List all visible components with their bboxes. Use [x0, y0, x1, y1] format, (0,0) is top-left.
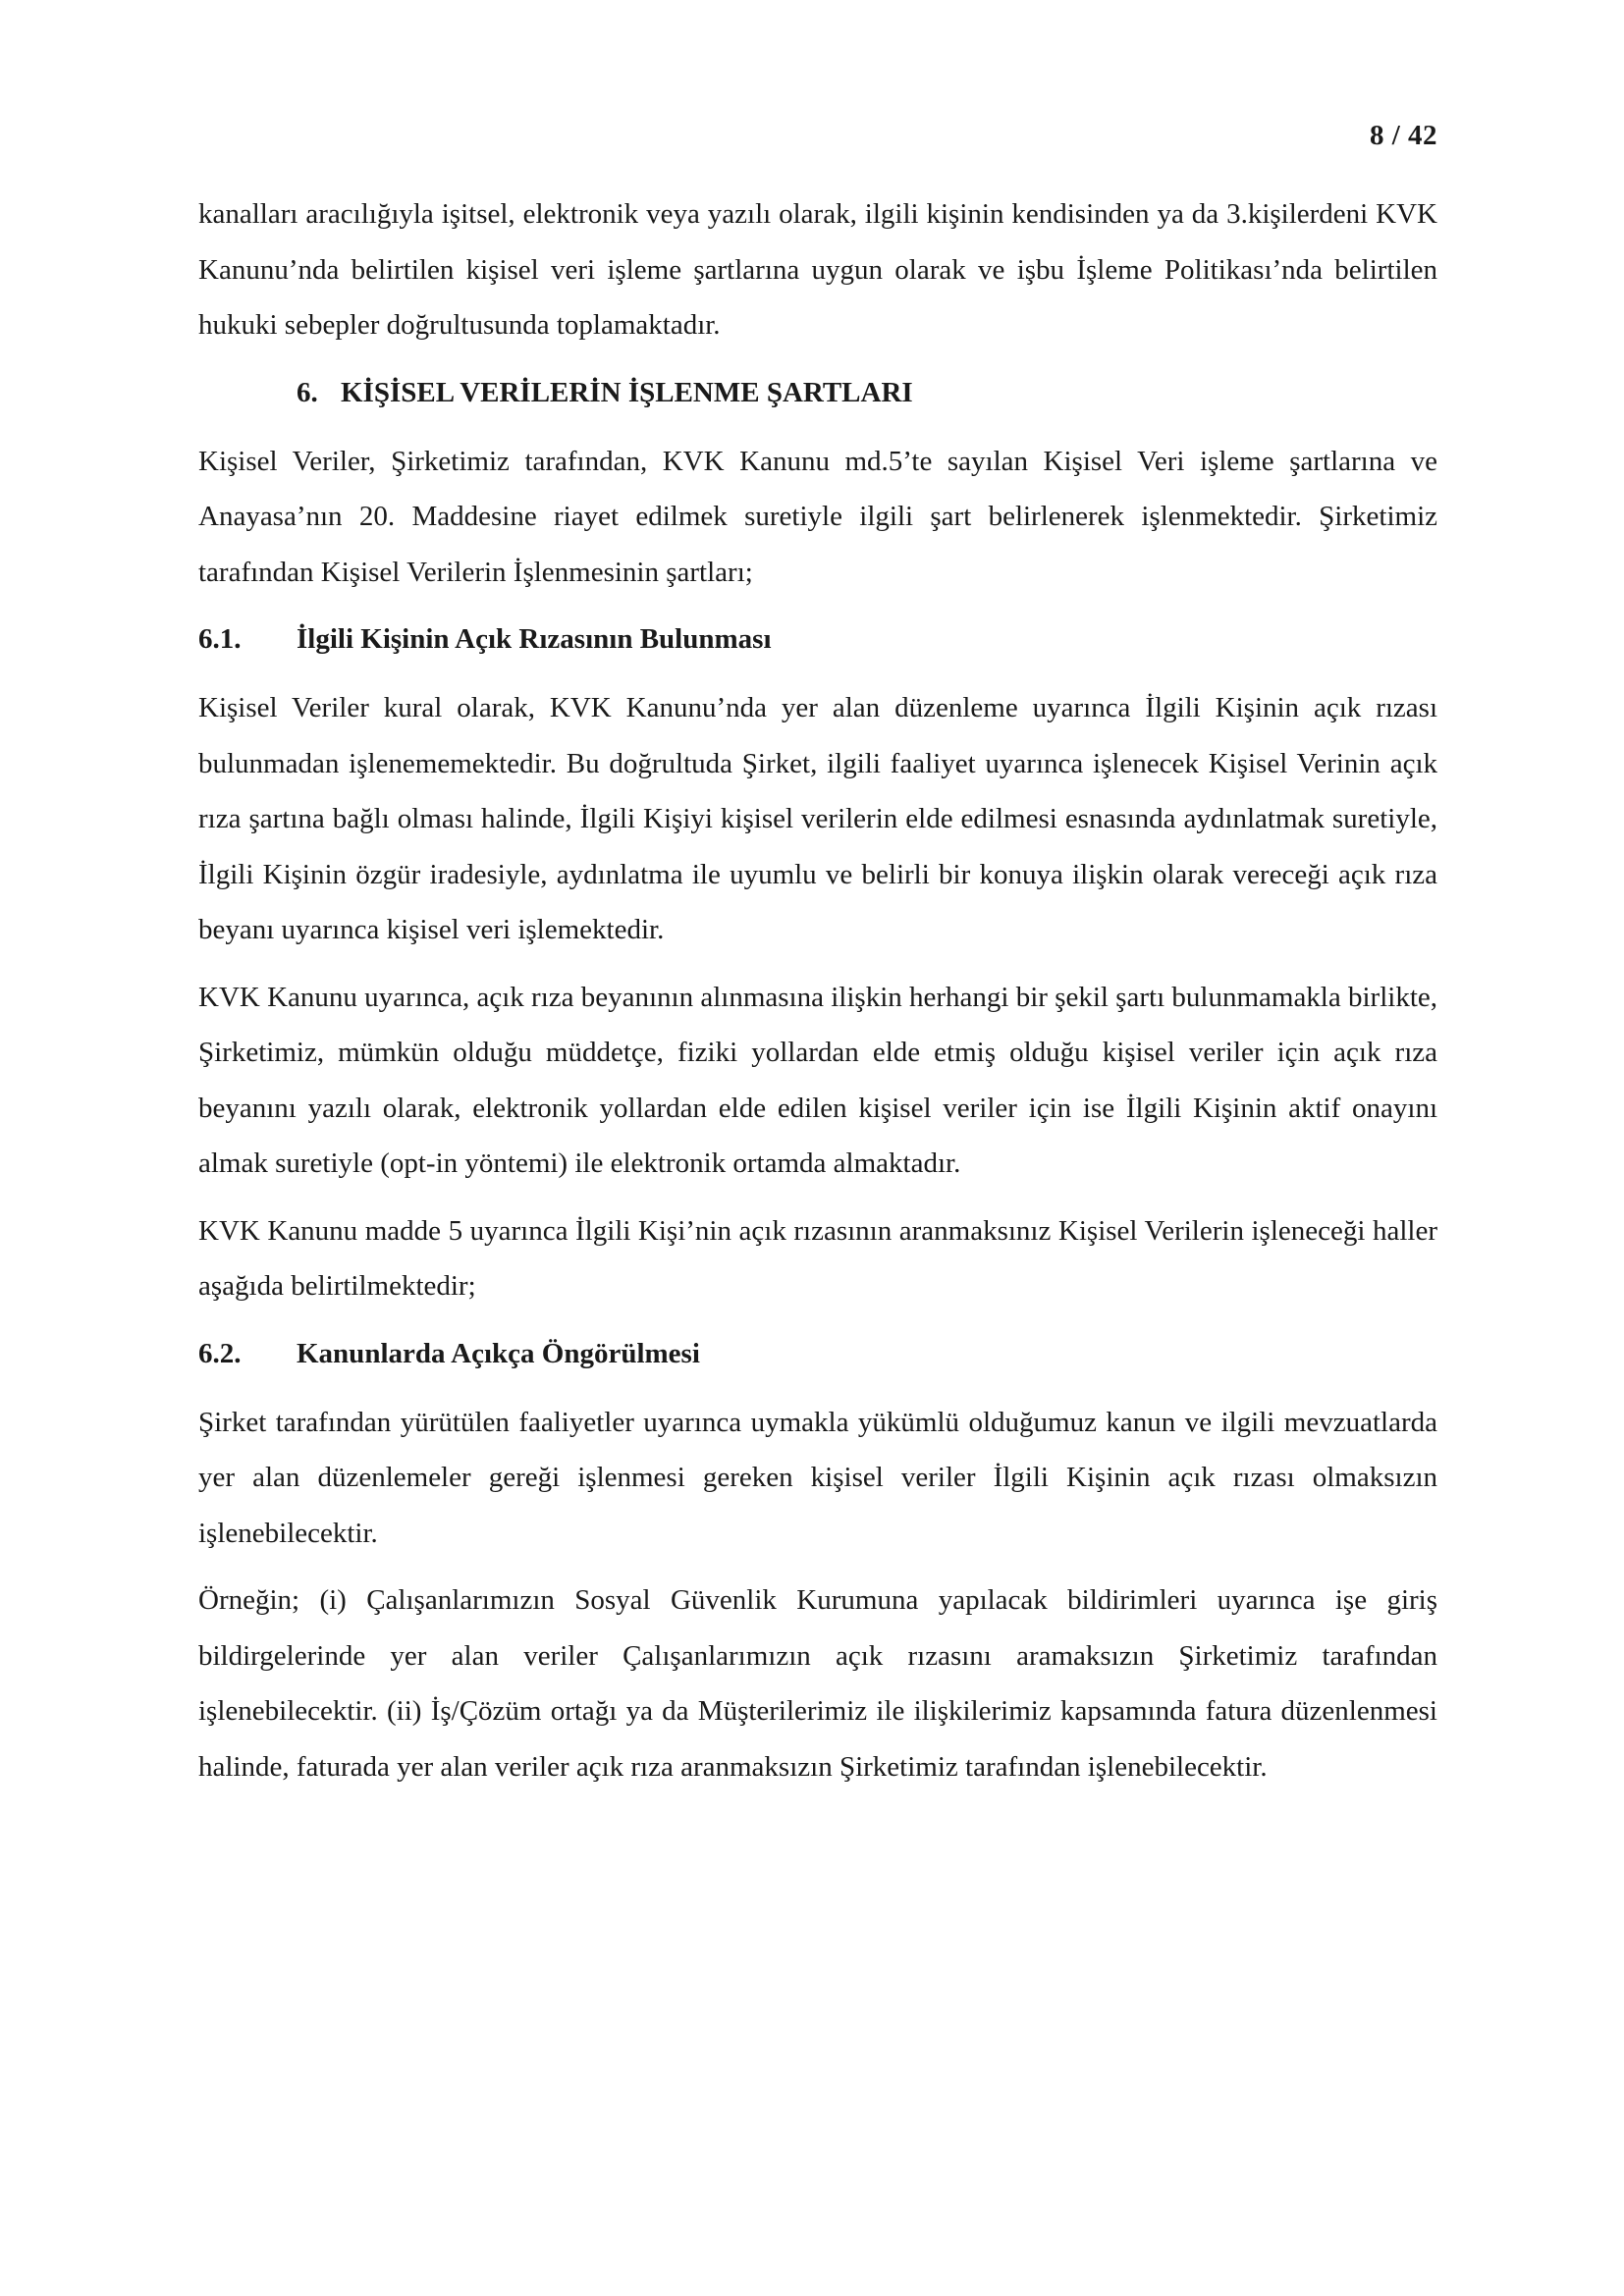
section-6-1-title: İlgili Kişinin Açık Rızasının Bulunması	[297, 623, 772, 655]
section-6-2-title: Kanunlarda Açıkça Öngörülmesi	[297, 1337, 700, 1369]
section-6-paragraph: Kişisel Veriler, Şirketimiz tarafından, KVK Kanunu md.5’te sayılan Kişisel Veri işleme şartlarına ve Anayasa’nın 20. Maddesine riayet edilmek suretiyle ilgili şart belirlenerek işlenmektedir. Şirketimiz tarafından Kişisel Verilerin İşlenmesinin şartları;	[198, 445, 1437, 588]
section-6-1-paragraph-2: KVK Kanunu uyarınca, açık rıza beyanının alınmasına ilişkin herhangi bir şekil şartı bulunmamakla birlikte, Şirketimiz, mümkün olduğu müddetçe, fiziki yollardan elde etmiş olduğu kişisel veriler için açık rıza beyanını yazılı olarak, elektronik yollardan elde edilen kişisel veriler için ise İlgili Kişinin aktif onayını almak suretiyle (opt-in yöntemi) ile elektronik ortamda almaktadır.	[198, 981, 1437, 1179]
section-6-1-paragraph-1: Kişisel Veriler kural olarak, KVK Kanunu’nda yer alan düzenleme uyarınca İlgili Kişinin açık rızası bulunmadan işlenememektedir. Bu doğrultuda Şirket, ilgili faaliyet uyarınca işlenecek Kişisel Verinin açık rıza şartına bağlı olması halinde, İlgili Kişiyi kişisel verilerin elde edilmesi esnasında aydınlatmak suretiyle, İlgili Kişinin özgür iradesiyle, aydınlatma ile uyumlu ve belirli bir konuya ilişkin olarak vereceği açık rıza beyanı uyarınca kişisel veri işlemektedir.	[198, 692, 1437, 945]
section-6-2-paragraph-1: Şirket tarafından yürütülen faaliyetler uyarınca uymakla yükümlü olduğumuz kanun ve ilgili mevzuatlarda yer alan düzenlemeler gereği işlenmesi gereken kişisel veriler İlgili Kişinin açık rızası olmaksızın işlenebilecektir.	[198, 1406, 1437, 1549]
section-6-heading	[198, 365, 1437, 420]
page-number: 8 / 42	[1369, 120, 1437, 151]
intro-paragraph: kanalları aracılığıyla işitsel, elektronik veya yazılı olarak, ilgili kişinin kendisinden ya da 3.kişilerdeni KVK Kanunu’nda belirtilen kişisel veri işleme şartlarına uygun olarak ve işbu İşleme Politikası’nda belirtilen hukuki sebepler doğrultusunda toplamaktadır.	[198, 198, 1437, 341]
section-6-2-paragraph-2: Örneğin; (i) Çalışanlarımızın Sosyal Güvenlik Kurumuna yapılacak bildirimleri uyarınca işe giriş bildirgelerinde yer alan veriler Çalışanlarımızın açık rızasını aramaksızın Şirketimiz tarafından işlenebilecektir. (ii) İş/Çözüm ortağı ya da Müşterilerimiz ile ilişkilerimiz kapsamında fatura düzenlenmesi halinde, faturada yer alan veriler açık rıza aranmaksızın Şirketimiz tarafından işlenebilecektir.	[198, 1584, 1437, 1783]
section-6-number: 6.	[297, 376, 318, 408]
section-6-1-heading	[198, 612, 1437, 667]
section-6-1-number: 6.1.	[198, 623, 242, 655]
section-6-2-heading	[198, 1326, 1437, 1381]
section-6-title: KİŞİSEL VERİLERİN İŞLENME ŞARTLARI	[341, 376, 913, 408]
document-body	[198, 187, 1437, 1806]
section-6-2-number: 6.2.	[198, 1337, 242, 1369]
section-6-1-paragraph-3: KVK Kanunu madde 5 uyarınca İlgili Kişi’nin açık rızasının aranmaksınız Kişisel Verilerin işleneceği haller aşağıda belirtilmektedir;	[198, 1214, 1437, 1302]
